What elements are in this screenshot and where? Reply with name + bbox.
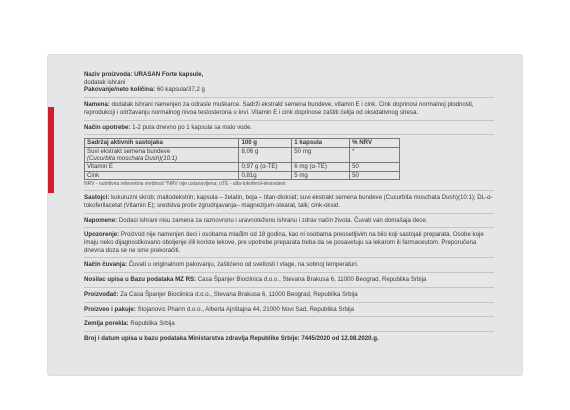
registration-section: [84, 335, 494, 343]
label-content: [84, 71, 494, 343]
purpose-section: [84, 101, 494, 116]
product-name: [84, 71, 494, 79]
packer-label: Proizveo i pakuje:: [84, 305, 136, 313]
warning-section: [84, 231, 494, 254]
packer-section: [84, 306, 494, 314]
warning-text: Proizvod nije namenjen deci i osobama mlađim od 18 godina, kao ni osobama preosetljivim na bilo koji sastojak preparata. Osobe koje imaju neko dijagnostikovano oboljenje i/ili koriste lekove, pre upotrebe preparata treba da se posavetuju sa lekarom ili farmaceutom. Preporučena dnevna doza se ne sme prekoračiti.: [84, 231, 484, 254]
ingredients-label: Sastojci:: [84, 194, 110, 202]
product-package: [84, 86, 494, 94]
table-cell: [85, 147, 239, 163]
table-header: % NRV: [350, 139, 400, 147]
producer-label: Proizvođač:: [84, 290, 119, 298]
table-cell: 50: [350, 163, 400, 171]
origin-text: Republika Srbija: [130, 320, 175, 328]
table-header: Sadržaj aktivnih sastojaka: [85, 139, 239, 147]
table-cell: 6 mg (α-TE): [292, 163, 350, 171]
table-row: [85, 163, 400, 171]
product-name-value: URASAN Forte kapsule,: [134, 71, 204, 78]
table-cell: *: [350, 147, 400, 163]
usage-section: [84, 124, 494, 132]
ingredient-latin-name: (Cucurbita moschata Dush)(10:1): [87, 155, 178, 163]
origin-section: [84, 320, 494, 328]
warning-label: Upozorenje:: [84, 231, 120, 239]
usage-text: 1-2 puta dnevno po 1 kapsula sa malo vode.: [132, 123, 253, 131]
nutrition-table: [84, 138, 400, 180]
table-cell: 50: [350, 171, 400, 179]
divider: [84, 272, 494, 273]
purpose-text: dodatak ishrani namenjen za odrasle muškarce. Sadrži ekstrakt semena bundeve, vitamin E i cink. Cink doprinosi normalnoj plodnosti, reprodukciji i održavanju normalnog nivoa testosterona u krvi. Vitamin E i cink doprinose zaštiti ćelija od oksidativnog stresa.: [84, 101, 474, 116]
divider: [84, 213, 494, 214]
usage-label: Način upotrebe:: [84, 123, 131, 131]
holder-text: Casa Španjer Bioclinica d.o.o., Stevana Brakusa 6, 11000 Beograd, Republika Srbija: [197, 276, 427, 284]
divider: [84, 287, 494, 288]
ingredient-name: Suvi ekstrakt semena bundeve: [87, 147, 171, 155]
product-subtitle: dodatak ishrani: [84, 78, 126, 86]
table-cell: 0,81g: [239, 171, 292, 179]
divider: [84, 120, 494, 121]
divider: [84, 227, 494, 228]
product-name-label: Naziv proizvoda:: [84, 71, 133, 78]
holder-label: Nosilac upisa u Bazu podataka MZ RS:: [84, 276, 197, 284]
table-header: 1 kapsula: [292, 139, 350, 147]
ingredients-section: [84, 194, 494, 209]
accent-bar: [48, 107, 54, 193]
storage-text: Čuvati u originalnom pakovanju, zaštićeno od svetlosti i vlage, na sobnoj temperaturi.: [128, 261, 359, 269]
storage-section: [84, 261, 494, 269]
table-cell: 5 mg: [292, 171, 350, 179]
divider: [84, 316, 494, 317]
table-cell: 8,06 g: [239, 147, 292, 163]
package-label: Pakovanje/neto količina:: [84, 86, 156, 94]
table-header: 100 g: [239, 139, 292, 147]
divider: [84, 331, 494, 332]
table-cell: Vitamin E: [85, 163, 239, 171]
producer-section: [84, 291, 494, 299]
label-panel: [48, 55, 522, 375]
divider: [84, 134, 494, 135]
purpose-label: Namena:: [84, 101, 110, 109]
note-text: Dodaci ishrani nisu zamena za raznovrsnu i uravnoteženu ishranu i zdrav način života. Čuvati van domašaja dece.: [118, 216, 428, 224]
divider: [84, 302, 494, 303]
origin-label: Zemlja porekla:: [84, 320, 129, 328]
table-footnote: NRV - nutritivna referentna vrednost *NRV nije ustanovljena; αTE - alfa-tokoferol-ekvivalent: [84, 181, 286, 188]
table-row: [85, 171, 400, 179]
table-cell: 50 mg: [292, 147, 350, 163]
table-cell: 0,97 g (α-TE): [239, 163, 292, 171]
holder-section: [84, 276, 494, 284]
packer-text: Stojanovic Pharm d.o.o., Alberta Ajnštajna 44, 21000 Novi Sad, Republika Srbija: [137, 305, 354, 313]
table-row: [85, 147, 400, 163]
note-label: Napomene:: [84, 216, 118, 224]
divider: [84, 257, 494, 258]
ingredients-text: kukuruzni skrob; maltodekstrin; kapsula – želatin, boja – titan-dioksid; suvi ekstrakt semena bundeve (Cucurbita moschata Dush)(10:1); DL-α-tokoferilacetat (Vitamin E); sredstva protiv zgrudnjavanja– magnezijum-stearat, talk; cink-oksid.: [84, 194, 493, 209]
divider: [84, 97, 494, 98]
storage-label: Način čuvanja:: [84, 261, 128, 269]
registration-text: Broj i datum upisa u bazu podataka Ministarstva zdravlja Republike Srbije: 7445/2020 od 12.08.2020.g.: [84, 334, 379, 342]
table-cell: Cink: [85, 171, 239, 179]
table-header-row: [85, 139, 400, 147]
package-value: 60 kapsula/37,2 g: [156, 86, 205, 94]
producer-text: Za Casa Španjer Bioclinica d.o.o., Stevana Brakusa 6, 11000 Beograd, Republika Srbija: [120, 290, 358, 298]
note-section: [84, 217, 494, 225]
divider: [84, 190, 494, 191]
